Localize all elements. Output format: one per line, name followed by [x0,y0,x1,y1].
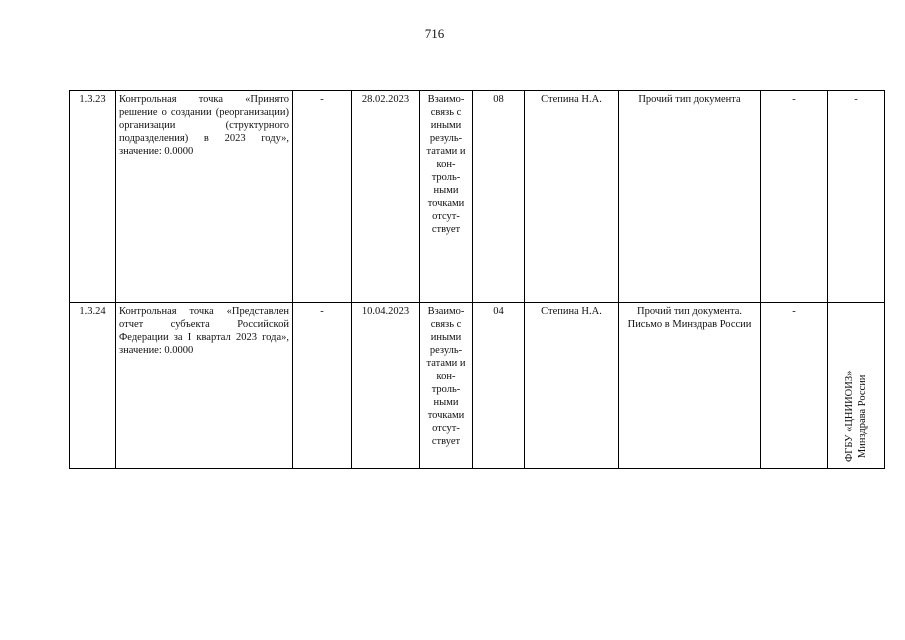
row-description: Контрольная точка «Принято решение о создании (реорганизации) организации (структурного подразделения) в 2023 году», значение: 0.0000 [116,91,293,303]
table-row [70,91,885,303]
row-number: 1.3.24 [70,303,116,469]
row-relation: Взаимо- связь с иными резуль- татами и кон- троль- ными точками отсут- ствует [420,91,473,303]
row-doc-type: Прочий тип документа [619,91,761,303]
row-col9: - [761,303,828,469]
table-row [70,303,885,469]
row-date: 10.04.2023 [352,303,420,469]
vertical-org-name: ФГБУ «ЦНИИОИЗ» Минздрава России [844,370,868,462]
row-description: Контрольная точка «Представлен отчет субъекта Российской Федерации за I квартал 2023 года», значение: 0.0000 [116,303,293,469]
row-col10 [828,303,885,469]
row-code: 04 [473,303,525,469]
row-number: 1.3.23 [70,91,116,303]
row-code: 08 [473,91,525,303]
row-col3: - [293,91,352,303]
row-relation: Взаимо- связь с иными резуль- татами и кон- троль- ными точками отсут- ствует [420,303,473,469]
row-col3: - [293,303,352,469]
control-points-table [69,90,885,469]
row-col9: - [761,91,828,303]
row-col10: - [828,91,885,303]
page-number: 716 [424,26,445,41]
row-doc-type: Прочий тип документа. Письмо в Минздрав России [619,303,761,469]
row-responsible: Степина Н.А. [525,303,619,469]
row-date: 28.02.2023 [352,91,420,303]
row-responsible: Степина Н.А. [525,91,619,303]
